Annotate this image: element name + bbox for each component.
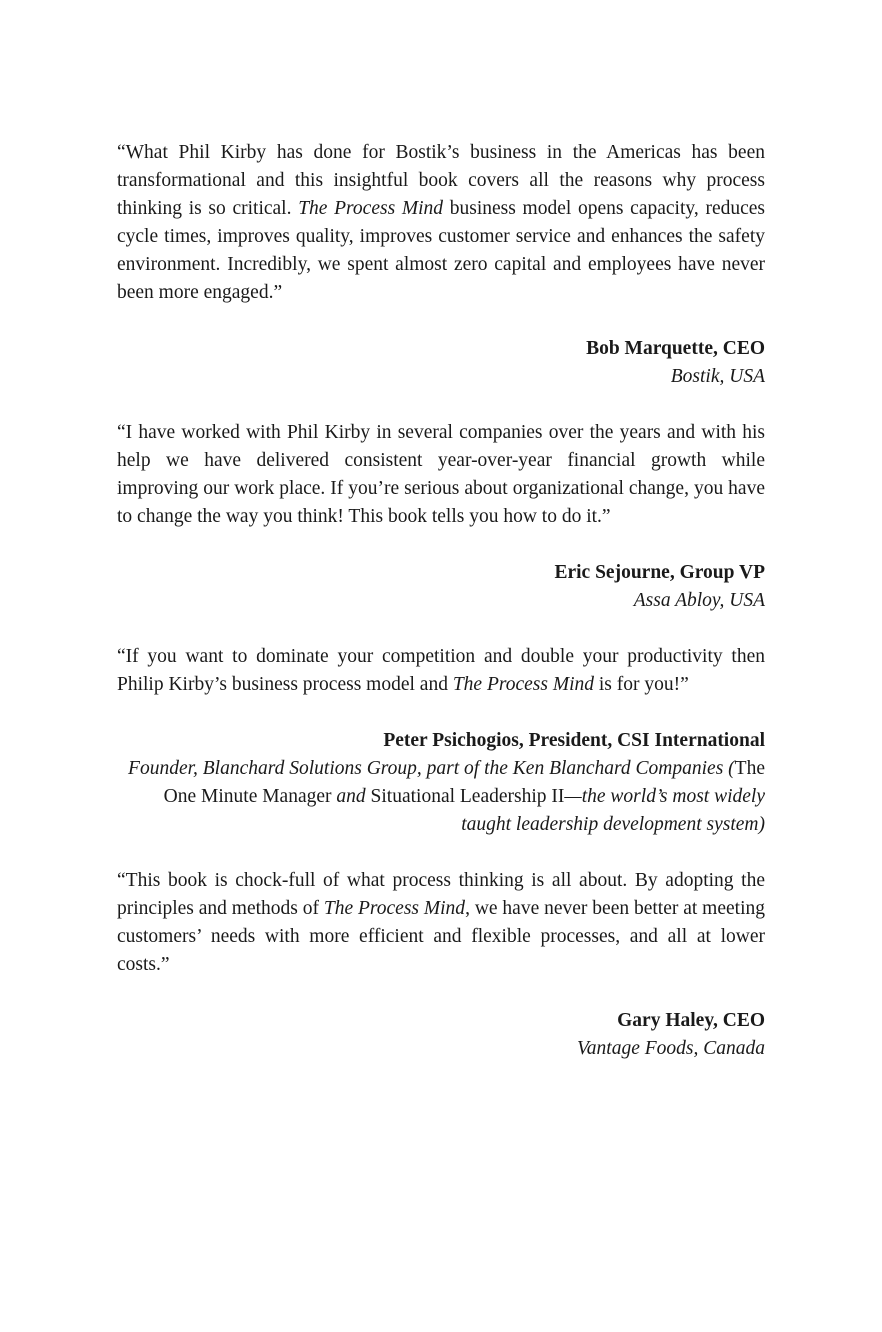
- endorsement-3: [117, 643, 765, 839]
- endorsement-2: [117, 419, 765, 615]
- endorser-organization: Vantage Foods, Canada: [577, 1038, 765, 1059]
- endorser-name: Gary Haley, CEO: [617, 1010, 765, 1031]
- endorser-name: Peter Psichogios, President, CSI International: [383, 730, 765, 751]
- endorser-name: Bob Marquette, CEO: [586, 338, 765, 359]
- endorsement-quote: “If you want to dominate your competition and double your productivity then Philip Kirby’s business process model and The Process Mind is for you!”: [117, 646, 765, 695]
- endorsement-quote: “This book is chock-full of what process thinking is all about. By adopting the principles and methods of The Process Mind, we have never been better at meeting customers’ needs with more efficient and flexible processes, and all at lower costs.”: [117, 870, 765, 975]
- endorsement-quote: “I have worked with Phil Kirby in several companies over the years and with his help we have delivered consistent year-over-year financial growth while improving our work place. If you’re serious about organizational change, you have to change the way you think! This book tells you how to do it.”: [117, 422, 765, 527]
- endorsement-attribution: [117, 727, 765, 839]
- endorser-organization: Bostik, USA: [670, 366, 765, 387]
- endorsement-attribution: [117, 1007, 765, 1063]
- endorsement-attribution: [117, 559, 765, 615]
- endorsement-quote: “What Phil Kirby has done for Bostik’s business in the Americas has been transformational and this insightful book covers all the reasons why process thinking is so critical. The Process Mind business model opens capacity, reduces cycle times, improves quality, improves customer service and enhances the safety environment. Incredibly, we spent almost zero capital and employees have never been more engaged.”: [117, 142, 765, 303]
- endorser-organization: Founder, Blanchard Solutions Group, part of the Ken Blanchard Companies (The One Minute Manager and Situational Leadership II—the world’s most widely taught leadership development system): [128, 758, 765, 835]
- endorser-organization: Assa Abloy, USA: [633, 590, 765, 611]
- endorsement-4: [117, 867, 765, 1063]
- endorsement-attribution: [117, 335, 765, 391]
- endorsement-1: [117, 139, 765, 391]
- endorser-name: Eric Sejourne, Group VP: [554, 562, 765, 583]
- endorsements-page: [117, 139, 765, 1063]
